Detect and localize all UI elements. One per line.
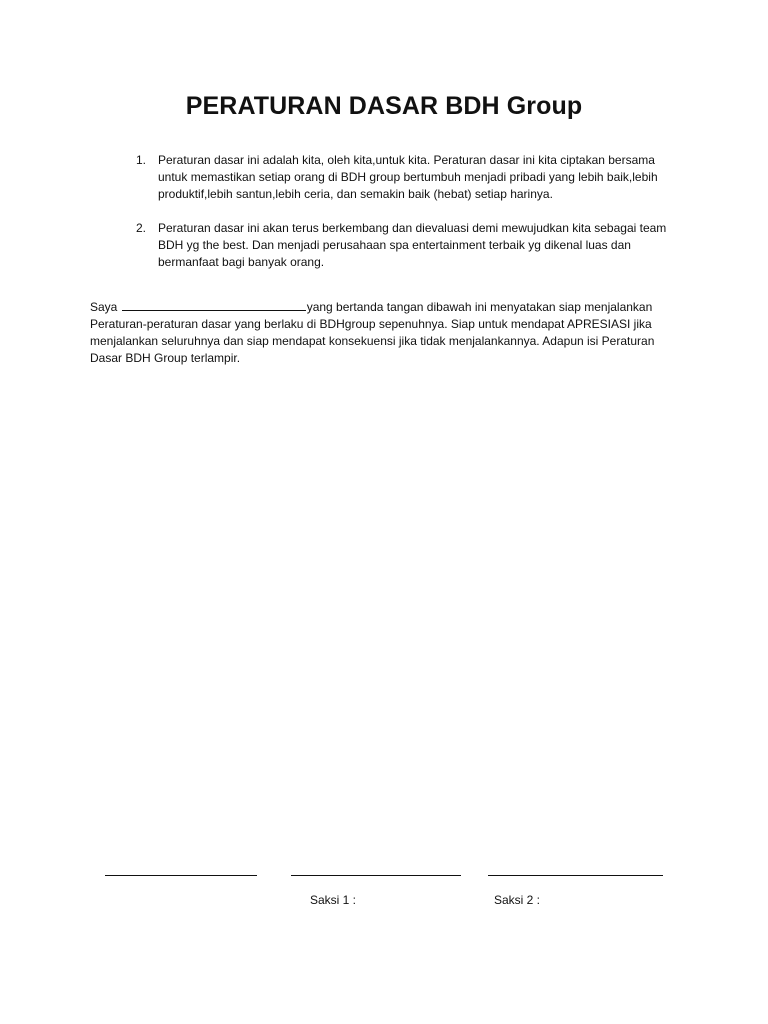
rule-item-1: [136, 152, 683, 203]
rule-item-2: [136, 220, 683, 271]
witness-1-label: Saksi 1 :: [310, 893, 357, 907]
witness-2-label: Saksi 2 :: [494, 893, 541, 907]
rule-number: 1.: [136, 153, 147, 167]
rule-number: 2.: [136, 221, 147, 235]
rule-text: Peraturan dasar ini akan terus berkembang dan dievaluasi demi mewujudkan kita sebagai team BDH yg the best. Dan menjadi perusahaan spa entertainment terbaik yg dikenal luas dan bermanfaat bagi banyak orang.: [158, 221, 667, 269]
declaration-body: yang bertanda tangan dibawah ini menyatakan siap menjalankan Peraturan-peraturan dasar yang berlaku di BDHgroup sepenuhnya. Siap untuk mendapat APRESIASI jika menjalankan seluruhnya dan siap mendapat konsekuensi jika tidak menjalankannya. Adapun isi Peraturan Dasar BDH Group terlampir.: [90, 300, 655, 365]
declaration-paragraph: [90, 298, 685, 367]
declaration-prefix: Saya: [90, 300, 118, 314]
name-blank-line: [122, 298, 306, 311]
signature-line-declarant: [105, 875, 257, 876]
document-title: PERATURAN DASAR BDH Group: [185, 92, 583, 120]
rule-text: Peraturan dasar ini adalah kita, oleh kita,untuk kita. Peraturan dasar ini kita ciptakan bersama untuk memastikan setiap orang di BDH group bertumbuh menjadi pribadi yang lebih baik,lebih produktif,lebih santun,lebih ceria, dan semakin baik (hebat) setiap harinya.: [158, 153, 658, 201]
signature-line-witness-1: [291, 875, 461, 876]
rules-list: [0, 152, 768, 288]
signature-line-witness-2: [488, 875, 663, 876]
